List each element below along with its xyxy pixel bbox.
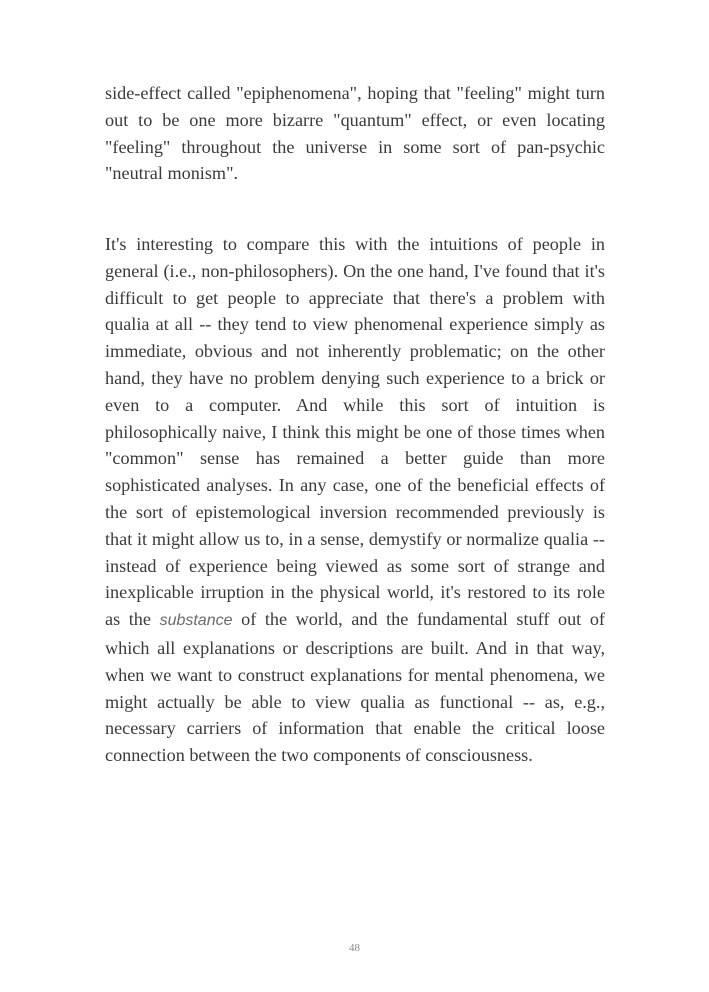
emphasized-word: substance bbox=[159, 612, 233, 630]
paragraph-1 bbox=[105, 80, 605, 187]
paragraph-2-text-before: It's interesting to compare this with the intuitions of people in general (i.e., non-philosophers). On the one hand, I've found that it's difficult to get people to appreciate that there's a problem with qualia at all -- they tend to view phenomenal experience simply as immediate, obvious and not inherently problematic; on the other hand, they have no problem denying such experience to a brick or even to a computer. And while this sort of intuition is philosophically naive, I think this might be one of those times when "common" sense has remained a better guide than more sophisticated analyses. In any case, one of the beneficial effects of the sort of epistemological inversion recommended previously is that it might allow us to, in a sense, demystify or normalize qualia -- instead of experience being viewed as some sort of strange and inexplicable irruption in the physical world, it's restored to its role as the bbox=[105, 234, 605, 630]
paragraph-2-text-after: of the world, and the fundamental stuff out of which all explanations or descriptions are built. And in that way, when we want to construct explanations for mental phenomena, we might actually be able to view qualia as functional -- as, e.g., necessary carriers of information that enable the critical loose connection between the two components of consciousness. bbox=[105, 609, 605, 766]
paragraph-1-text: side-effect called "epiphenomena", hoping that "feeling" might turn out to be one more bizarre "quantum" effect, or even locating "feeling" throughout the universe in some sort of pan-psychic "neutral monism". bbox=[105, 83, 605, 184]
paragraph-2 bbox=[105, 231, 605, 769]
page-number: 48 bbox=[349, 942, 360, 954]
